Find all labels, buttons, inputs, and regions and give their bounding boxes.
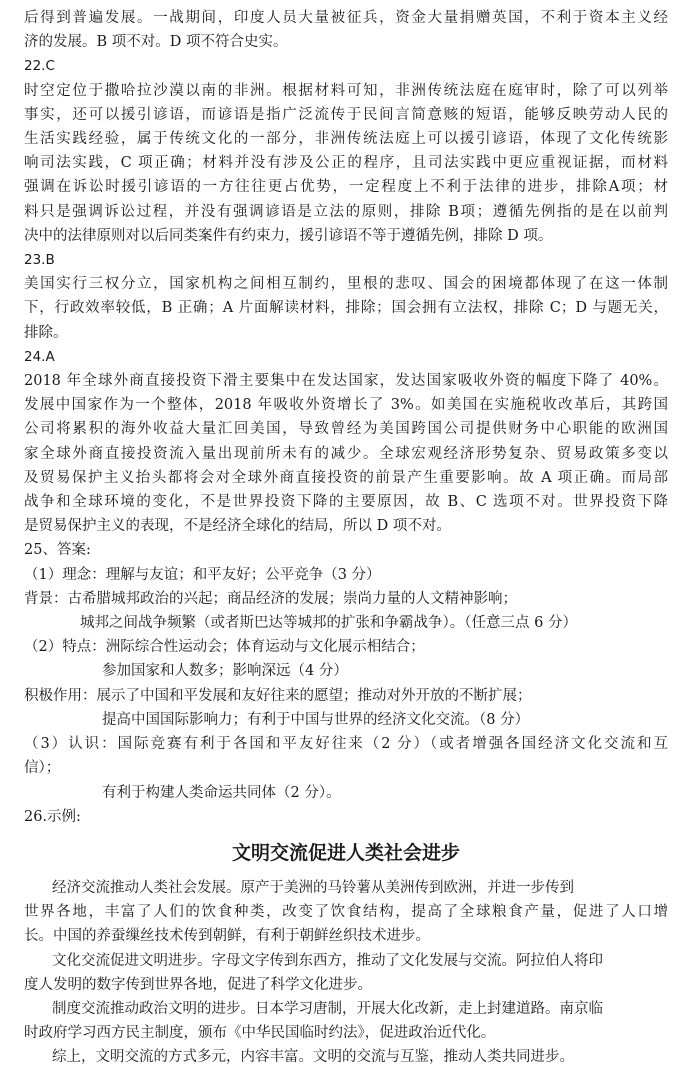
text-line: 发展中国家作为一个整体，2018 年吸收外资增长了 3%。如美国在实施税收改革后，其跨国	[24, 397, 668, 414]
text-line: 事实，还可以援引谚语，而谚语是指广泛流传于民间言简意赅的短语，能够反映劳动人民的	[24, 106, 668, 123]
text-line: 美国实行三权分立，国家机构之间相互制约，里根的悲叹、国会的困境都体现了在这一体制	[24, 276, 668, 293]
essay-line: 世界各地，丰富了人们的饮食种类，改变了饮食结构，提高了全球粮食产量，促进了人口增	[24, 904, 668, 921]
text-line: 是贸易保护主义的表现，不是经济全球化的结局，所以 D 项不对。	[24, 518, 451, 535]
essay-line: 时政府学习西方民主制度，颁布《中华民国临时约法》，促进政治近代化。	[24, 1025, 496, 1042]
text-line: 济的发展。B 项不对。D 项不符合史实。	[24, 34, 288, 51]
text-line: 后得到普遍发展。一战期间，印度人员大量被征兵，资金大量捐赠英国，不利于资本主义经	[24, 10, 668, 26]
answer-line: （1）理念：理解与友谊；和平友好；公平竞争（3 分）	[24, 566, 381, 583]
essay-line: 长。中国的养蚕缫丝技术传到朝鲜，有利于朝鲜丝织技术进步。	[24, 928, 430, 945]
text-line: 强调在诉讼时援引谚语的一方往往更占优势，一定程度上不利于法律的进步，排除A项；材	[24, 179, 668, 196]
text-line: 及贸易保护主义抬头都将会对全球外商直接投资的前景产生重要影响。故 A 项正确。而局部	[24, 469, 668, 486]
text-line: 下，行政效率较低，B 正确；A 片面解读材料，排除；国会拥有立法权，排除 C；D 与题无关，	[24, 300, 668, 317]
question-number-22: 22.C	[24, 58, 55, 75]
answer-line: 参加国家和人数多；影响深远（4 分）	[102, 663, 348, 680]
answer-line: 积极作用：展示了中国和平发展和友好往来的愿望；推动对外开放的不断扩展；	[24, 687, 532, 704]
text-line: 生活实践经验，属于传统文化的一部分，非洲传统法庭上可以援引谚语，体现了文化传统影	[24, 131, 668, 148]
answer-line: 城邦之间战争频繁（或者斯巴达等城邦的扩张和争霸战争）。（任意三点 6 分）	[80, 615, 577, 632]
text-line: 战争和全球环境的变化，不是世界投资下降的主要原因，故 B、C 选项不对。世界投资下降	[24, 494, 668, 511]
question-number-24: 24.A	[24, 348, 55, 365]
text-line: 时空定位于撒哈拉沙漠以南的非洲。根据材料可知，非洲传统法庭在庭审时，除了可以列举	[24, 82, 668, 99]
essay-line: 制度交流推动政治文明的进步。日本学习唐制，开展大化改新，走上封建道路。南京临	[52, 1000, 603, 1017]
question-header-25: 25、答案:	[24, 542, 91, 559]
answer-line: 有利于构建人类命运共同体（2 分）。	[102, 784, 341, 801]
essay-line: 度人发明的数字传到世界各地，促进了科学文化进步。	[24, 976, 372, 993]
question-header-26: 26.示例:	[24, 808, 81, 825]
text-line: 料只是强调诉讼过程，并没有强调谚语是立法的原则，排除 B项；遵循先例指的是在以前判	[24, 203, 668, 220]
answer-line: 背景：古希腊城邦政治的兴起；商品经济的发展；崇尚力量的人文精神影响；	[24, 590, 517, 607]
text-line: 响司法实践，C 项正确；材料并没有涉及公正的程序，且司法实践中更应重视证据，而材料	[24, 155, 668, 172]
answer-line: （3）认识：国际竞赛有利于各国和平友好往来（2 分）（或者增强各国经济文化交流和互	[24, 736, 668, 753]
text-line: 公司将累积的海外收益大量汇回美国，导致曾经为美国跨国公司提供财务中心职能的欧洲国	[24, 421, 668, 438]
essay-line: 经济交流推动人类社会发展。原产于美洲的马铃薯从美洲传到欧洲，并进一步传到	[52, 879, 574, 896]
text-line: 排除。	[24, 324, 68, 341]
essay-line: 综上，文明交流的方式多元，内容丰富。文明的交流与互鉴，推动人类共同进步。	[52, 1049, 574, 1066]
essay-title: 文明交流促进人类社会进步	[231, 841, 460, 864]
answer-line: （2）特点：洲际综合性运动会；体育运动与文化展示相结合；	[24, 639, 425, 656]
text-line: 决中的法律原则对以后同类案件有约束力，援引谚语不等于遵循先例，排除 D 项。	[24, 227, 553, 244]
text-line: 2018 年全球外商直接投资下滑主要集中在发达国家，发达国家吸收外资的幅度下降了 40%。	[24, 373, 668, 390]
question-number-23: 23.B	[24, 252, 55, 269]
answer-line: 信）；	[24, 760, 61, 777]
essay-line: 文化交流促进文明进步。字母文字传到东西方，推动了文化发展与交流。阿拉伯人将印	[52, 952, 603, 969]
text-line: 家全球外商直接投资流入量出现前所未有的减少。全球宏观经济形势复杂、贸易政策多变以	[24, 445, 668, 462]
answer-line: 提高中国国际影响力；有利于中国与世界的经济文化交流。（8 分）	[102, 711, 530, 728]
